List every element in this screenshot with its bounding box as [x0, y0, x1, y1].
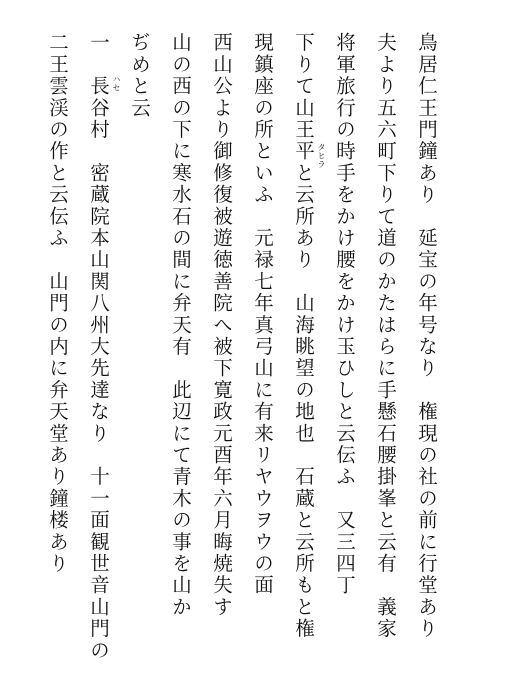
- text-line-1: 鳥居仁王門鐘あり 延宝の年号なり 権現の社の前に行堂あり: [415, 32, 438, 640]
- ruby-taira: タヒラ: [317, 143, 326, 169]
- text-line-7: 山の西の下に寒水石の間に弁天有 此辺にて青木の事を山か: [169, 32, 192, 618]
- text-line-3: 将軍旅行の時手をかけ腰をかけ玉ひしと云伝ふ 又三四丁: [333, 32, 356, 597]
- text-line-6: 西山公より御修復被遊徳善院へ被下寛政元酉年六月晦焼失す: [210, 32, 233, 618]
- text-line-4: 下りて山王平と云所あり 山海眺望の地也 石蔵と云所もと権: [292, 32, 315, 640]
- text-line-9: 一 長谷村 密蔵院本山関八州大先達なり 十一面観世音山門の: [87, 32, 110, 662]
- text-line-2: 夫より五六町下りて道のかたはらに手懸石腰掛峯と云有 義家: [374, 32, 397, 640]
- text-line-5: 現鎮座の所といふ 元禄七年真弓山に有来リヤウヲウの面: [251, 32, 274, 597]
- text-line-8: ぢめと云: [128, 32, 151, 119]
- ruby-hase: ハセ: [112, 75, 121, 92]
- text-line-10: 二王雲渓の作と云伝ふ 山門の内に弁天堂あり鐘楼あり: [46, 32, 69, 575]
